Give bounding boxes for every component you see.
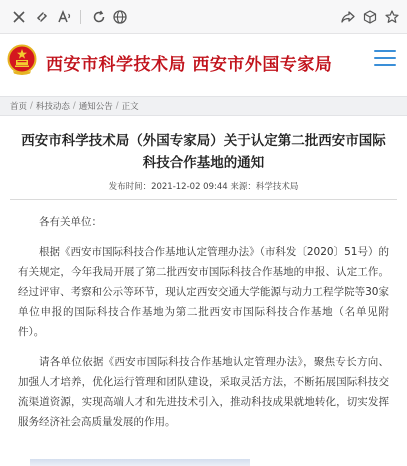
read-aloud-icon[interactable] [56,8,74,26]
article-meta [18,180,389,192]
menu-bar [374,64,396,66]
source-label: 来源： [230,182,256,192]
breadcrumb-notices[interactable]: 通知公告 [78,102,113,112]
globe-icon[interactable] [111,8,129,26]
refresh-icon[interactable] [90,8,108,26]
breadcrumb-current: 正文 [121,102,139,112]
source-value: 科学技术局 [255,182,299,192]
menu-button[interactable] [374,50,396,70]
toolbar-divider [80,10,81,24]
national-emblem-icon [7,44,37,76]
share-icon[interactable] [339,8,357,26]
next-link-fragment [30,459,250,466]
publish-time: 2021-12-02 09:44 [151,182,228,192]
publish-label: 发布时间： [108,182,152,192]
salutation: 各有关单位： [39,216,102,228]
site-header [0,34,407,88]
breadcrumb-separator: / [72,101,76,111]
article-title: 西安市科学技术局（外国专家局）关于认定第二批西安市国际科技合作基地的通知 [21,133,386,171]
paragraph-2: 请各单位依据《西安市国际科技合作基地认定管理办法》，聚焦专长方向、加强人才培养，优化运行管理和团队建设，采取灵活方法，不断拓展国际科技交流渠道资源，实现高端人才和先进技术引入，推动科技成果就地转化，切实发挥服务经济社会高质量发展的作用。 [18,356,389,428]
breadcrumb-science-news[interactable]: 科技动态 [35,102,70,112]
browser-toolbar [0,0,407,34]
menu-bar [374,50,396,52]
paragraph-1: 根据《西安市国际科技合作基地认定管理办法》（市科发〔2020〕51号）的有关规定，今年我局开展了第二批西安市国际科技合作基地的申报、认定工作。经过评审、考察和公示等环节，现认定西安交通大学能源与动力工程学院等30家单位申报的国际科技合作基地为第二批西安市国际科技合作基地（名单见附件）。 [18,246,389,338]
bookmark-icon[interactable] [383,8,401,26]
close-icon[interactable] [10,8,28,26]
breadcrumb-separator: / [115,101,119,111]
title-divider [10,199,397,200]
extensions-icon[interactable] [361,8,379,26]
article [0,118,407,432]
menu-bar [374,57,396,59]
breadcrumb [0,96,407,116]
site-title[interactable]: 西安市科学技术局 西安市外国专家局 [46,55,333,75]
article-body [18,212,389,432]
share-link-icon[interactable] [33,8,51,26]
breadcrumb-home[interactable]: 首页 [10,102,28,112]
breadcrumb-separator: / [30,101,33,111]
